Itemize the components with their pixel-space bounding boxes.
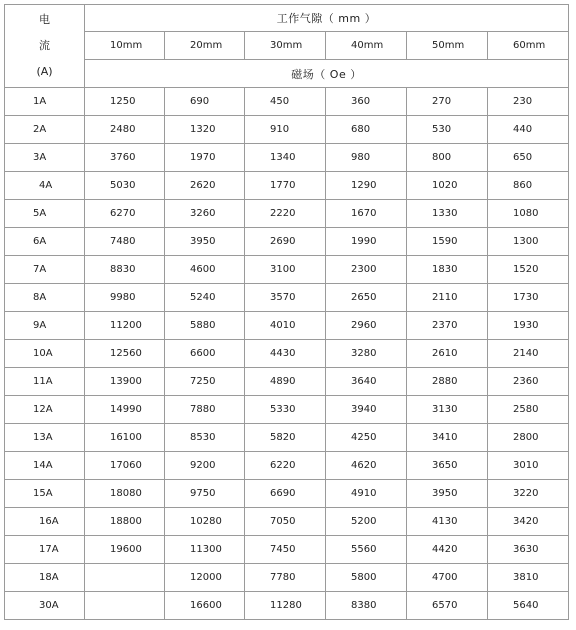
field-value-cell: 11300 (165, 536, 245, 564)
field-value-cell: 7480 (85, 228, 165, 256)
gap-column-header: 10mm (85, 32, 165, 60)
field-value-cell: 3760 (85, 144, 165, 172)
field-value-cell: 13900 (85, 368, 165, 396)
field-value-cell: 5200 (326, 508, 407, 536)
field-value-cell: 3570 (245, 284, 326, 312)
table-row (5, 368, 569, 396)
field-value-cell: 1080 (488, 200, 569, 228)
field-value-cell (85, 564, 165, 592)
field-value-cell: 800 (407, 144, 488, 172)
gap-column-header: 30mm (245, 32, 326, 60)
field-value-cell: 6690 (245, 480, 326, 508)
current-cell: 10A (5, 340, 85, 368)
field-value-cell: 1340 (245, 144, 326, 172)
current-header-cell (5, 5, 85, 88)
current-cell: 2A (5, 116, 85, 144)
field-value-cell: 2880 (407, 368, 488, 396)
field-value-cell: 2610 (407, 340, 488, 368)
current-header-line2: 流 (39, 39, 50, 52)
current-cell: 7A (5, 256, 85, 284)
field-value-cell: 2220 (245, 200, 326, 228)
field-header: 磁场（ Oe ） (85, 60, 569, 88)
field-value-cell: 2620 (165, 172, 245, 200)
gap-column-header: 60mm (488, 32, 569, 60)
field-value-cell: 910 (245, 116, 326, 144)
field-value-cell: 1320 (165, 116, 245, 144)
table-row (5, 256, 569, 284)
field-value-cell: 11200 (85, 312, 165, 340)
field-value-cell: 860 (488, 172, 569, 200)
field-value-cell: 3410 (407, 424, 488, 452)
field-value-cell: 6270 (85, 200, 165, 228)
table-row (5, 200, 569, 228)
field-value-cell: 980 (326, 144, 407, 172)
field-value-cell: 10280 (165, 508, 245, 536)
field-value-cell: 1990 (326, 228, 407, 256)
field-value-cell: 2300 (326, 256, 407, 284)
field-value-cell: 1020 (407, 172, 488, 200)
current-header-line1: 电 (39, 13, 50, 26)
field-value-cell: 12560 (85, 340, 165, 368)
field-value-cell: 2650 (326, 284, 407, 312)
field-value-cell: 2960 (326, 312, 407, 340)
field-value-cell: 3100 (245, 256, 326, 284)
field-value-cell: 4620 (326, 452, 407, 480)
field-value-cell: 5030 (85, 172, 165, 200)
gap-column-header: 20mm (165, 32, 245, 60)
field-value-cell: 9200 (165, 452, 245, 480)
field-value-cell: 2580 (488, 396, 569, 424)
table-row (5, 116, 569, 144)
field-value-cell: 7450 (245, 536, 326, 564)
gap-header: 工作气隙（ mm ） (85, 5, 569, 32)
field-value-cell: 1730 (488, 284, 569, 312)
current-cell: 3A (5, 144, 85, 172)
field-value-cell (85, 592, 165, 620)
field-value-cell: 8830 (85, 256, 165, 284)
field-value-cell: 3950 (165, 228, 245, 256)
header-row-gap (5, 5, 569, 32)
field-value-cell: 8380 (326, 592, 407, 620)
field-value-cell: 5240 (165, 284, 245, 312)
field-value-cell: 4910 (326, 480, 407, 508)
field-value-cell: 2110 (407, 284, 488, 312)
field-value-cell: 5820 (245, 424, 326, 452)
field-value-cell: 7780 (245, 564, 326, 592)
table-row (5, 564, 569, 592)
field-value-cell: 3420 (488, 508, 569, 536)
table-wrapper (4, 4, 569, 620)
current-cell: 17A (5, 536, 85, 564)
table-row (5, 228, 569, 256)
field-value-cell: 1330 (407, 200, 488, 228)
field-value-cell: 360 (326, 88, 407, 116)
field-value-cell: 7050 (245, 508, 326, 536)
field-value-cell: 3260 (165, 200, 245, 228)
current-cell: 15A (5, 480, 85, 508)
field-value-cell: 1300 (488, 228, 569, 256)
field-value-cell: 1830 (407, 256, 488, 284)
field-value-cell: 2800 (488, 424, 569, 452)
field-value-cell: 5560 (326, 536, 407, 564)
current-cell: 30A (5, 592, 85, 620)
field-value-cell: 3630 (488, 536, 569, 564)
field-value-cell: 450 (245, 88, 326, 116)
field-value-cell: 3280 (326, 340, 407, 368)
field-value-cell: 7880 (165, 396, 245, 424)
field-value-cell: 3650 (407, 452, 488, 480)
field-value-cell: 9750 (165, 480, 245, 508)
current-cell: 5A (5, 200, 85, 228)
field-value-cell: 8530 (165, 424, 245, 452)
current-cell: 11A (5, 368, 85, 396)
field-value-cell: 2690 (245, 228, 326, 256)
current-cell: 8A (5, 284, 85, 312)
field-value-cell: 1520 (488, 256, 569, 284)
table-row (5, 452, 569, 480)
gap-column-header: 50mm (407, 32, 488, 60)
field-value-cell: 270 (407, 88, 488, 116)
table-row (5, 172, 569, 200)
current-cell: 16A (5, 508, 85, 536)
field-value-cell: 2370 (407, 312, 488, 340)
header-row-field (5, 60, 569, 88)
field-value-cell: 3220 (488, 480, 569, 508)
table-row (5, 88, 569, 116)
field-value-cell: 3810 (488, 564, 569, 592)
field-value-cell: 4600 (165, 256, 245, 284)
field-value-cell: 530 (407, 116, 488, 144)
field-value-cell: 4250 (326, 424, 407, 452)
field-value-cell: 19600 (85, 536, 165, 564)
current-cell: 4A (5, 172, 85, 200)
field-value-cell: 1670 (326, 200, 407, 228)
table-row (5, 536, 569, 564)
field-value-cell: 3940 (326, 396, 407, 424)
field-value-cell: 680 (326, 116, 407, 144)
field-value-cell: 1770 (245, 172, 326, 200)
table-row (5, 396, 569, 424)
field-value-cell: 230 (488, 88, 569, 116)
field-value-cell: 3010 (488, 452, 569, 480)
field-value-cell: 16600 (165, 592, 245, 620)
field-value-cell: 9980 (85, 284, 165, 312)
field-value-cell: 16100 (85, 424, 165, 452)
field-value-cell: 4430 (245, 340, 326, 368)
field-value-cell: 650 (488, 144, 569, 172)
table-row (5, 592, 569, 620)
field-value-cell: 4700 (407, 564, 488, 592)
field-value-cell: 4130 (407, 508, 488, 536)
field-value-cell: 4420 (407, 536, 488, 564)
field-value-cell: 12000 (165, 564, 245, 592)
field-value-cell: 1290 (326, 172, 407, 200)
field-value-cell: 17060 (85, 452, 165, 480)
field-value-cell: 5330 (245, 396, 326, 424)
field-value-cell: 6220 (245, 452, 326, 480)
field-value-cell: 5880 (165, 312, 245, 340)
field-value-cell: 3640 (326, 368, 407, 396)
field-value-cell: 14990 (85, 396, 165, 424)
field-value-cell: 6600 (165, 340, 245, 368)
field-value-cell: 1250 (85, 88, 165, 116)
field-value-cell: 690 (165, 88, 245, 116)
table-row (5, 340, 569, 368)
field-value-cell: 3950 (407, 480, 488, 508)
field-value-cell: 440 (488, 116, 569, 144)
current-header-unit: (A) (36, 65, 53, 78)
field-value-cell: 6570 (407, 592, 488, 620)
field-value-cell: 3130 (407, 396, 488, 424)
current-cell: 6A (5, 228, 85, 256)
field-value-cell: 7250 (165, 368, 245, 396)
current-cell: 1A (5, 88, 85, 116)
table-row (5, 508, 569, 536)
field-value-cell: 2480 (85, 116, 165, 144)
table-row (5, 312, 569, 340)
field-value-cell: 18080 (85, 480, 165, 508)
current-cell: 13A (5, 424, 85, 452)
table-row (5, 284, 569, 312)
field-value-cell: 5640 (488, 592, 569, 620)
header-row-gap-columns (5, 32, 569, 60)
table-row (5, 480, 569, 508)
field-value-cell: 11280 (245, 592, 326, 620)
current-cell: 18A (5, 564, 85, 592)
table-row (5, 424, 569, 452)
field-value-cell: 1930 (488, 312, 569, 340)
current-cell: 12A (5, 396, 85, 424)
field-value-cell: 5800 (326, 564, 407, 592)
field-value-cell: 4890 (245, 368, 326, 396)
current-cell: 14A (5, 452, 85, 480)
field-value-cell: 18800 (85, 508, 165, 536)
table-row (5, 144, 569, 172)
current-cell: 9A (5, 312, 85, 340)
field-value-cell: 1970 (165, 144, 245, 172)
gap-column-header: 40mm (326, 32, 407, 60)
field-value-cell: 1590 (407, 228, 488, 256)
field-value-cell: 4010 (245, 312, 326, 340)
field-value-cell: 2140 (488, 340, 569, 368)
magnetic-field-table (4, 4, 569, 620)
field-value-cell: 2360 (488, 368, 569, 396)
